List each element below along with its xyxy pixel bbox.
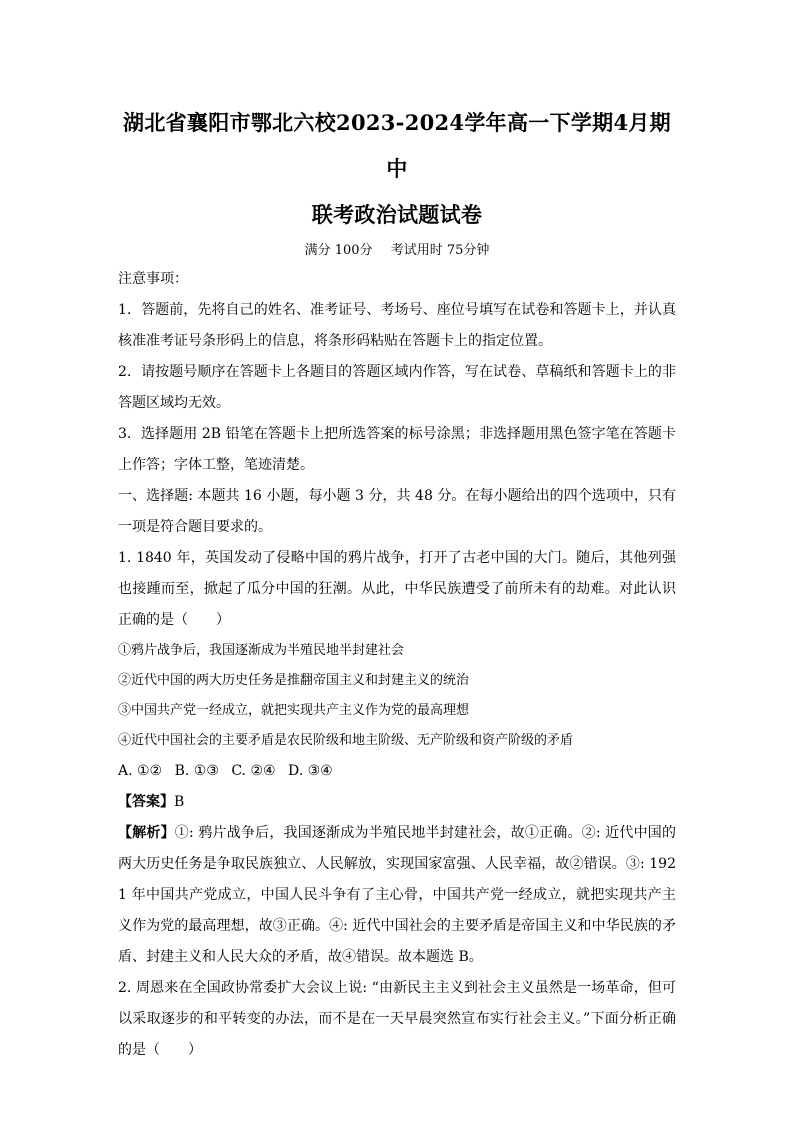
question-1-statement-4: ④近代中国社会的主要矛盾是农民阶级和地主阶级、无产阶级和资产阶级的矛盾 — [118, 733, 574, 748]
question-1-statement-1: ①鸦片战争后，我国逐渐成为半殖民地半封建社会 — [118, 643, 405, 658]
question-1-options — [118, 756, 676, 787]
question-1-answer — [118, 787, 676, 818]
question-1-analysis — [118, 818, 676, 973]
question-1-statement-3: ③中国共产党一经成立，就把实现共产主义作为党的最高理想 — [118, 703, 470, 718]
question-1-stem: 1. 1840 年，英国发动了侵略中国的鸦片战争，打开了古老中国的大门。随后，其他列强也接踵而至，掀起了瓜分中国的狂潮。从此，中华民族遭受了前所未有的劫难。对此认识正确的是（ ） — [118, 550, 676, 628]
exam-subtitle — [118, 240, 676, 262]
exam-title-line-1: 湖北省襄阳市鄂北六校2023-2024学年高一下学期4月期中 — [123, 110, 671, 181]
notice-heading: 注意事项： — [118, 271, 188, 287]
option-c: C. ②④ — [231, 763, 276, 779]
question-1-statement-2: ②近代中国的两大历史任务是推翻帝国主义和封建主义的统治 — [118, 673, 470, 688]
analysis-text: ①: 鸦片战争后，我国逐渐成为半殖民地半封建社会，故①正确。②: 近代中国的两大历史任务是争取民族独立、人民解放，实现国家富强、人民幸福，故②错误。③: 1921 年中国共产党成立，中国人民斗争有了主心骨，中国共产党一经成立，就把实现共产主义作为党的最高理想，故③正确。④: 近代中国社会的主要矛盾是帝国主义和中华民族的矛盾、封建主义和人民大众的矛盾，故④错误。故本题选 B。 — [118, 825, 676, 965]
notice-item-2: 2．请按题号顺序在答题卡上各题目的答题区域内作答，写在试卷、草稿纸和答题卡上的非答题区域均无效。 — [118, 364, 676, 411]
full-score: 满分 100分 — [304, 243, 373, 258]
option-b: B. ①③ — [174, 763, 219, 779]
question-2-stem: 2. 周恩来在全国政协常委扩大会议上说: “由新民主主义到社会主义虽然是一场革命，但可以采取逐步的和平转变的办法，而不是在一天早晨突然宣布实行社会主义。”下面分析正确的是（ ） — [118, 980, 676, 1058]
answer-label: 【答案】 — [118, 794, 174, 810]
section-heading: 一、选择题: 本题共 16 小题，每小题 3 分，共 48 分。在每小题给出的四个选项中，只有一项是符合题目要求的。 — [118, 488, 676, 535]
exam-duration: 考试用时 75分钟 — [390, 243, 490, 258]
document-content — [118, 100, 676, 1066]
option-a: A. ①② — [118, 763, 163, 779]
analysis-label: 【解析】 — [118, 825, 175, 841]
option-d: D. ③④ — [288, 763, 333, 779]
answer-value: B — [174, 794, 185, 810]
notice-item-1: 1．答题前，先将自己的姓名、准考证号、考场号、座位号填写在试卷和答题卡上，并认真核准准考证号条形码上的信息，将条形码粘贴在答题卡上的指定位置。 — [118, 302, 676, 349]
exam-title-line-2: 联考政治试题试卷 — [311, 202, 483, 227]
notice-item-3: 3．选择题用 2B 铅笔在答题卡上把所选答案的标号涂黑；非选择题用黑色签字笔在答题卡上作答；字体工整，笔迹清楚。 — [118, 426, 676, 473]
exam-title — [118, 100, 676, 238]
